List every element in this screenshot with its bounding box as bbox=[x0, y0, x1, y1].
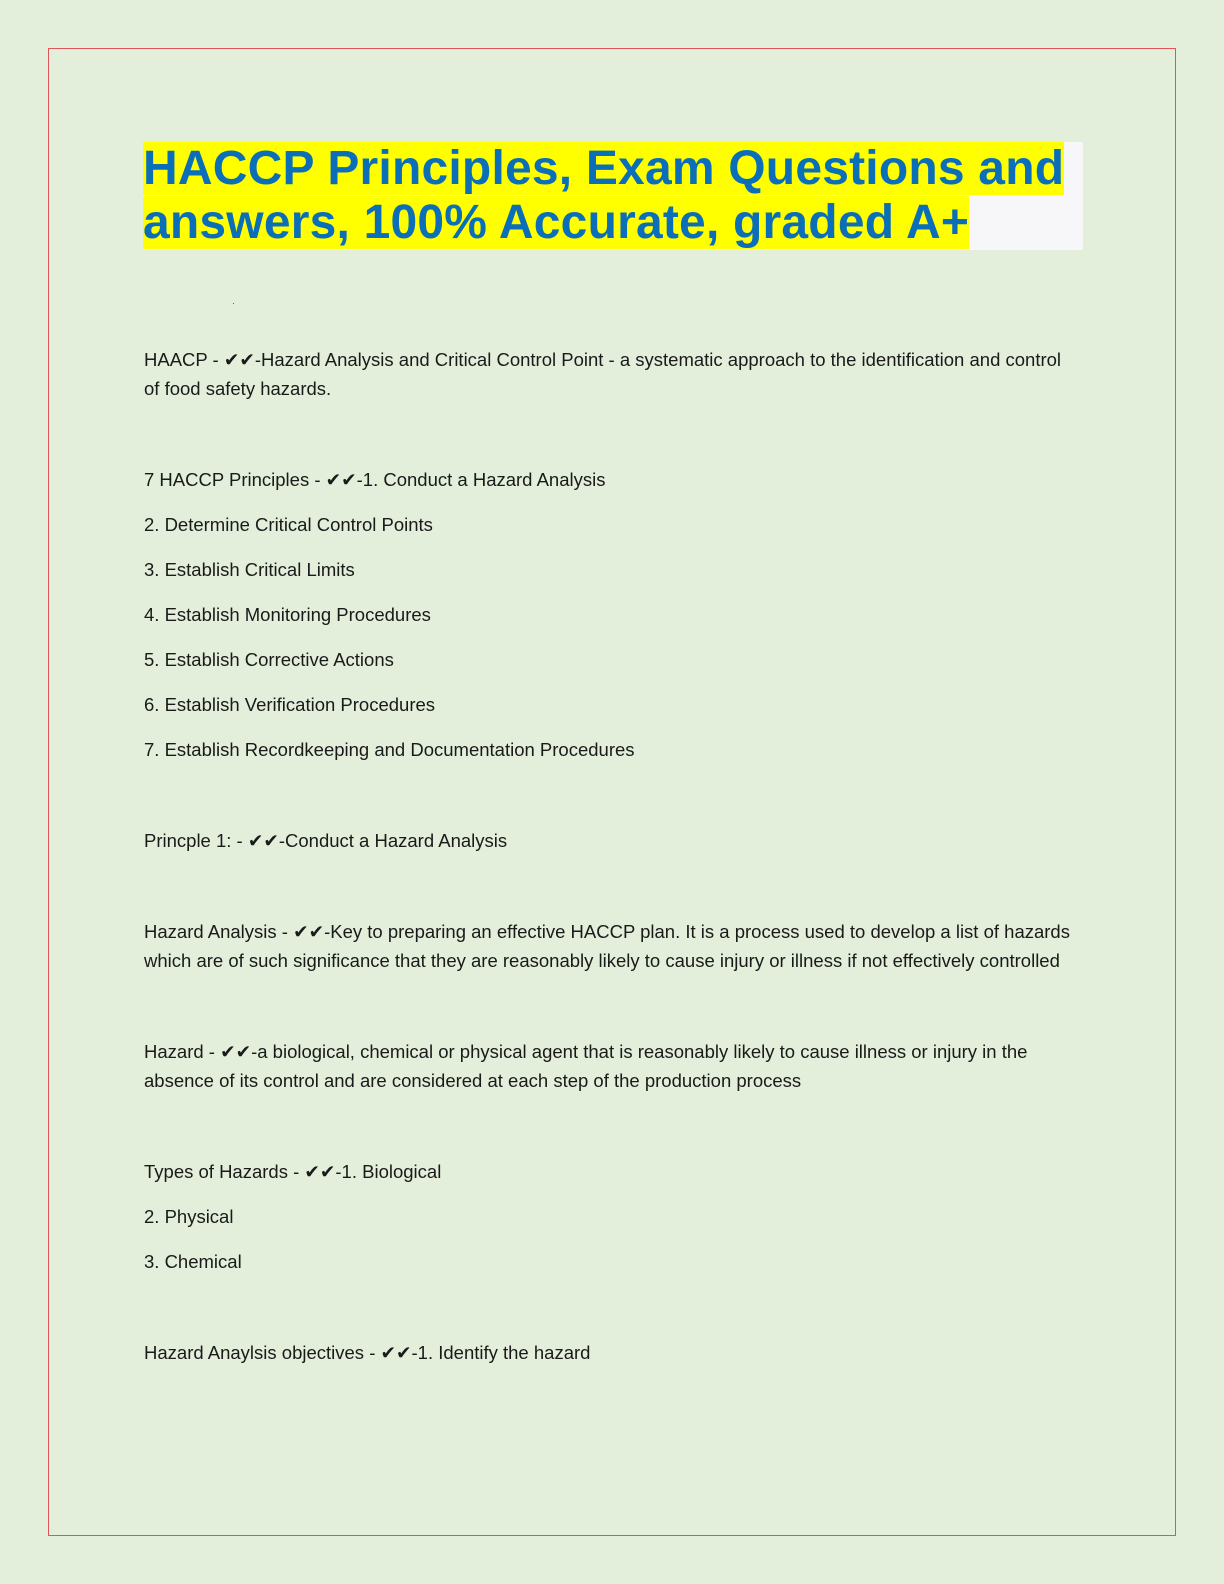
list-item: 3. Establish Critical Limits bbox=[144, 559, 355, 580]
title-block bbox=[143, 142, 1083, 250]
entry-principle-1: Princple 1: - ✔✔-Conduct a Hazard Analysis bbox=[144, 830, 508, 851]
list-item: 5. Establish Corrective Actions bbox=[144, 649, 394, 670]
entry-hazard: Hazard - ✔✔-a biological, chemical or physical agent that is reasonably likely to cause illness or injury in the absence of its control and are considered at each step of the production process bbox=[144, 1041, 1028, 1091]
stray-mark bbox=[233, 303, 234, 304]
entry-hazard-analysis: Hazard Analysis - ✔✔-Key to preparing an effective HACCP plan. It is a process used to develop a list of hazards which are of such significance that they are reasonably likely to cause injury or illness if not effectively controlled bbox=[144, 921, 1070, 971]
document-body bbox=[144, 345, 1079, 1367]
list-item: 4. Establish Monitoring Procedures bbox=[144, 604, 431, 625]
entry-principles-intro: 7 HACCP Principles - ✔✔-1. Conduct a Hazard Analysis bbox=[144, 469, 606, 490]
document-title-text: HACCP Principles, Exam Questions and answers, 100% Accurate, graded A+ bbox=[143, 142, 1065, 249]
list-item: 2. Determine Critical Control Points bbox=[144, 514, 433, 535]
entry-haacp: HAACP - ✔✔-Hazard Analysis and Critical Control Point - a systematic approach to the identification and control of food safety hazards. bbox=[144, 349, 1062, 399]
list-item: 3. Chemical bbox=[144, 1251, 242, 1272]
entry-types-of-hazards: Types of Hazards - ✔✔-1. Biological bbox=[144, 1161, 442, 1182]
list-item: 2. Physical bbox=[144, 1206, 234, 1227]
list-item: 7. Establish Recordkeeping and Documentation Procedures bbox=[144, 739, 635, 760]
entry-hazard-analysis-objectives: Hazard Anaylsis objectives - ✔✔-1. Identify the hazard bbox=[144, 1342, 591, 1363]
list-item: 6. Establish Verification Procedures bbox=[144, 694, 436, 715]
document-title bbox=[143, 142, 1083, 250]
